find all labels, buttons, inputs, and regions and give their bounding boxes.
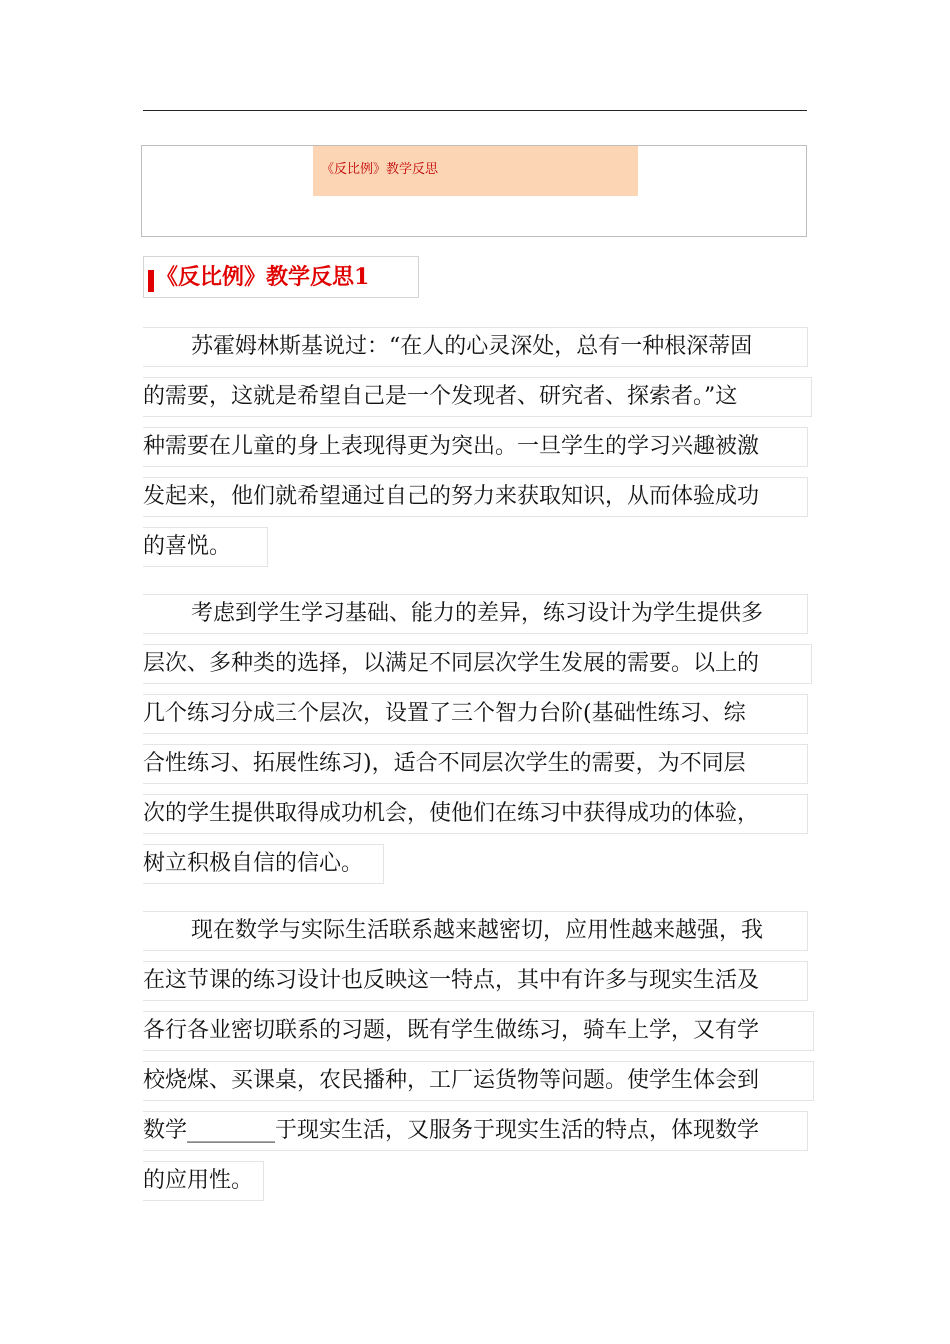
paragraph-2-line-2: 层次、多种类的选择，以满足不同层次学生发展的需要。以上的	[143, 644, 812, 684]
doc-title: 《反比例》教学反思	[321, 162, 439, 177]
header-box	[141, 145, 807, 237]
paragraph-2-line-4: 合性练习、拓展性练习)，适合不同层次学生的需要，为不同层	[143, 744, 808, 784]
paragraph-3-line-3: 各行各业密切联系的习题，既有学生做练习，骑车上学，又有学	[143, 1011, 814, 1051]
paragraph-2-line-3: 几个练习分成三个层次，设置了三个智力台阶(基础性练习、综	[143, 694, 808, 734]
section-heading	[143, 256, 419, 298]
paragraph-2-line-5: 次的学生提供取得成功机会，使他们在练习中获得成功的体验，	[143, 794, 808, 834]
section-heading-text: 《反比例》教学反思1	[156, 264, 370, 290]
header-tab	[313, 146, 638, 196]
paragraph-1-line-5: 的喜悦。	[143, 527, 268, 567]
paragraph-3-line-5: 数学________于现实生活，又服务于现实生活的特点，体现数学	[143, 1111, 808, 1151]
paragraph-3-line-1: 现在数学与实际生活联系越来越密切，应用性越来越强，我	[143, 911, 808, 951]
paragraph-1-line-2: 的需要，这就是希望自己是一个发现者、研究者、探索者。”这	[143, 377, 812, 417]
paragraph-1-line-4: 发起来，他们就希望通过自己的努力来获取知识，从而体验成功	[143, 477, 808, 517]
paragraph-3-line-6: 的应用性。	[143, 1161, 264, 1201]
paragraph-3-line-4: 校烧煤、买课桌，农民播种，工厂运货物等问题。使学生体会到	[143, 1061, 814, 1101]
paragraph-1-line-1: 苏霍姆林斯基说过：“在人的心灵深处，总有一种根深蒂固	[143, 327, 808, 367]
paragraph-1-line-3: 种需要在儿童的身上表现得更为突出。一旦学生的学习兴趣被激	[143, 427, 808, 467]
paragraph-3-line-2: 在这节课的练习设计也反映这一特点，其中有许多与现实生活及	[143, 961, 808, 1001]
heading-marker	[148, 270, 154, 292]
paragraph-2-line-1: 考虑到学生学习基础、能力的差异，练习设计为学生提供多	[143, 594, 808, 634]
header-rule	[143, 110, 807, 111]
paragraph-2-line-6: 树立积极自信的信心。	[143, 844, 384, 884]
